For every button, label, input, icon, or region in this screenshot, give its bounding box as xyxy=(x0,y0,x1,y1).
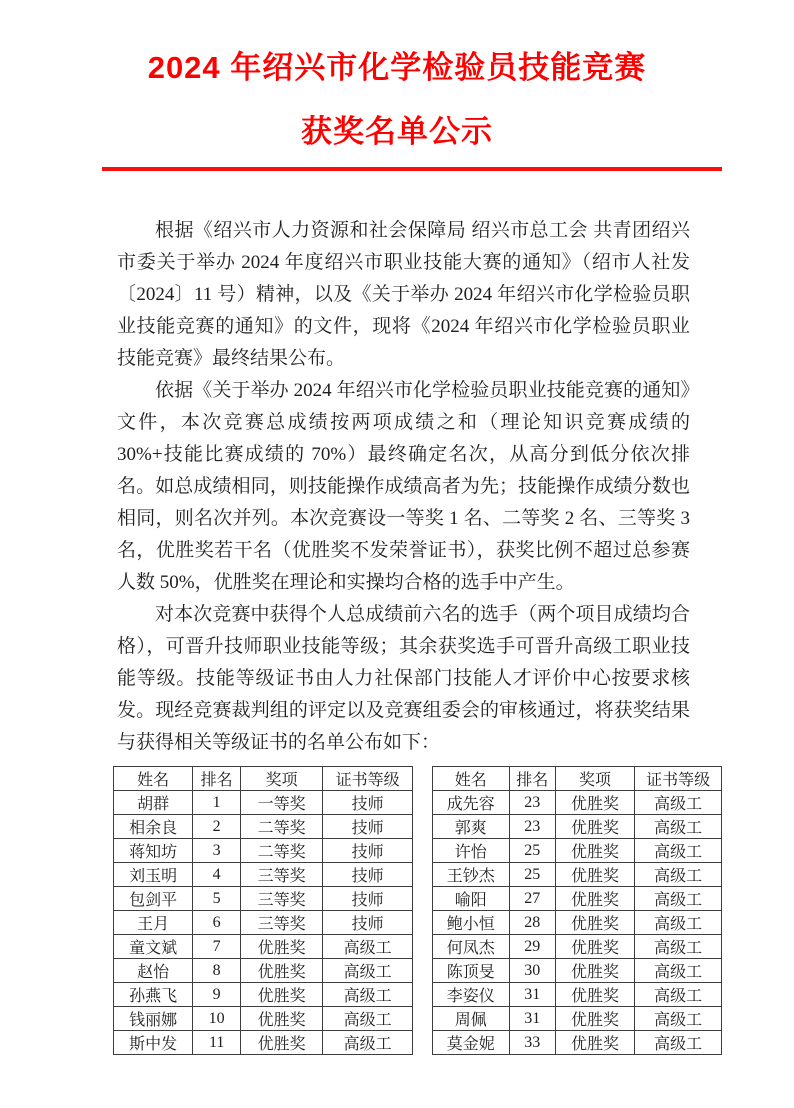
table-cell: 技师 xyxy=(323,863,413,887)
table-cell: 王钞杰 xyxy=(433,863,510,887)
table-row xyxy=(433,959,722,983)
table-row xyxy=(433,863,722,887)
table-cell: 33 xyxy=(509,1031,555,1055)
table-cell: 高级工 xyxy=(323,1007,413,1031)
table-cell: 高级工 xyxy=(635,911,722,935)
table-cell: 优胜奖 xyxy=(555,1031,634,1055)
table-cell: 高级工 xyxy=(323,935,413,959)
table-cell: 技师 xyxy=(323,887,413,911)
table-cell: 刘玉明 xyxy=(114,863,193,887)
table-cell: 高级工 xyxy=(635,791,722,815)
award-table-right xyxy=(432,766,722,1055)
table-cell: 31 xyxy=(509,983,555,1007)
table-cell: 高级工 xyxy=(635,815,722,839)
table-cell: 优胜奖 xyxy=(555,839,634,863)
table-cell: 优胜奖 xyxy=(241,935,323,959)
table-row xyxy=(433,887,722,911)
table-row xyxy=(114,815,413,839)
table-cell: 技师 xyxy=(323,911,413,935)
table-cell: 11 xyxy=(193,1031,241,1055)
table-cell: 喻阳 xyxy=(433,887,510,911)
table-cell: 优胜奖 xyxy=(555,815,634,839)
table-cell: 三等奖 xyxy=(241,887,323,911)
table-cell: 优胜奖 xyxy=(555,887,634,911)
table-cell: 25 xyxy=(509,863,555,887)
paragraph-certificates: 对本次竞赛中获得个人总成绩前六名的选手（两个项目成绩均合格），可晋升技师职业技能等级；其余获奖选手可晋升高级工职业技能等级。技能等级证书由人力社保部门技能人才评价中心按要求核发。现经竞赛裁判组的评定以及竞赛组委会的审核通过，将获奖结果与获得相关等级证书的名单公布如下： xyxy=(117,604,690,753)
table-cell: 优胜奖 xyxy=(241,1007,323,1031)
header-rank: 排名 xyxy=(193,767,241,791)
table-row xyxy=(433,983,722,1007)
table-cell: 许怡 xyxy=(433,839,510,863)
table-cell: 包剑平 xyxy=(114,887,193,911)
table-cell: 斯中发 xyxy=(114,1031,193,1055)
table-cell: 陈顶旻 xyxy=(433,959,510,983)
table-cell: 高级工 xyxy=(635,983,722,1007)
table-cell: 技师 xyxy=(323,815,413,839)
header-name: 姓名 xyxy=(433,767,510,791)
table-cell: 高级工 xyxy=(635,959,722,983)
title-divider-rule xyxy=(102,167,722,171)
table-row xyxy=(114,839,413,863)
table-cell: 优胜奖 xyxy=(241,983,323,1007)
table-cell: 9 xyxy=(193,983,241,1007)
table-header-row xyxy=(433,767,722,791)
table-cell: 优胜奖 xyxy=(555,959,634,983)
table-cell: 三等奖 xyxy=(241,863,323,887)
header-rank: 排名 xyxy=(509,767,555,791)
table-cell: 郭爽 xyxy=(433,815,510,839)
table-cell: 莫金妮 xyxy=(433,1031,510,1055)
table-cell: 二等奖 xyxy=(241,815,323,839)
table-cell: 高级工 xyxy=(635,1007,722,1031)
table-cell: 5 xyxy=(193,887,241,911)
table-cell: 二等奖 xyxy=(241,839,323,863)
table-cell: 2 xyxy=(193,815,241,839)
table-row xyxy=(433,791,722,815)
table-cell: 优胜奖 xyxy=(555,1007,634,1031)
paragraph-basis: 根据《绍兴市人力资源和社会保障局 绍兴市总工会 共青团绍兴市委关于举办 2024 年度绍兴市职业技能大赛的通知》（绍市人社发〔2024〕11 号）精神，以及《关于举办 2024 年绍兴市化学检验员职业技能竞赛的通知》的文件，现将《2024 年绍兴市化学检验员职业技能竞赛》最终结果公布。 xyxy=(117,220,690,369)
table-row xyxy=(114,791,413,815)
header-name: 姓名 xyxy=(114,767,193,791)
table-cell: 何凤杰 xyxy=(433,935,510,959)
table-cell: 23 xyxy=(509,815,555,839)
table-cell: 成先容 xyxy=(433,791,510,815)
table-cell: 技师 xyxy=(323,839,413,863)
table-cell: 优胜奖 xyxy=(241,959,323,983)
table-cell: 蒋知坊 xyxy=(114,839,193,863)
table-cell: 三等奖 xyxy=(241,911,323,935)
table-cell: 孙燕飞 xyxy=(114,983,193,1007)
table-cell: 30 xyxy=(509,959,555,983)
document-body xyxy=(117,215,690,759)
table-row xyxy=(433,911,722,935)
table-cell: 胡群 xyxy=(114,791,193,815)
table-row xyxy=(114,1007,413,1031)
table-cell: 高级工 xyxy=(323,983,413,1007)
table-row xyxy=(433,839,722,863)
header-certificate-level: 证书等级 xyxy=(635,767,722,791)
table-cell: 25 xyxy=(509,839,555,863)
table-cell: 7 xyxy=(193,935,241,959)
table-row xyxy=(114,983,413,1007)
table-row xyxy=(114,935,413,959)
table-cell: 优胜奖 xyxy=(555,791,634,815)
table-cell: 优胜奖 xyxy=(241,1031,323,1055)
table-cell: 一等奖 xyxy=(241,791,323,815)
table-cell: 23 xyxy=(509,791,555,815)
table-cell: 8 xyxy=(193,959,241,983)
table-cell: 高级工 xyxy=(323,1031,413,1055)
table-cell: 技师 xyxy=(323,791,413,815)
table-cell: 鲍小恒 xyxy=(433,911,510,935)
table-cell: 4 xyxy=(193,863,241,887)
table-cell: 童文斌 xyxy=(114,935,193,959)
table-cell: 钱丽娜 xyxy=(114,1007,193,1031)
table-cell: 高级工 xyxy=(635,839,722,863)
header-award: 奖项 xyxy=(241,767,323,791)
table-header-row xyxy=(114,767,413,791)
table-cell: 31 xyxy=(509,1007,555,1031)
table-cell: 赵怡 xyxy=(114,959,193,983)
table-row xyxy=(433,1007,722,1031)
table-cell: 高级工 xyxy=(635,935,722,959)
table-row xyxy=(114,863,413,887)
table-cell: 优胜奖 xyxy=(555,983,634,1007)
table-cell: 28 xyxy=(509,911,555,935)
table-cell: 王月 xyxy=(114,911,193,935)
table-cell: 29 xyxy=(509,935,555,959)
header-certificate-level: 证书等级 xyxy=(323,767,413,791)
table-cell: 10 xyxy=(193,1007,241,1031)
table-cell: 27 xyxy=(509,887,555,911)
table-cell: 优胜奖 xyxy=(555,911,634,935)
award-table-left xyxy=(113,766,413,1055)
table-row xyxy=(114,887,413,911)
paragraph-scoring-rules: 依据《关于举办 2024 年绍兴市化学检验员职业技能竞赛的通知》文件，本次竞赛总成绩按两项成绩之和（理论知识竞赛成绩的 30%+技能比赛成绩的 70%）最终确定名次，从高分到低分依次排名。如总成绩相同，则技能操作成绩高者为先；技能操作成绩分数也相同，则名次并列。本次竞赛设一等奖 1 名、二等奖 2 名、三等奖 3 名，优胜奖若干名（优胜奖不发荣誉证书），获奖比例不超过总参赛人数 50%，优胜奖在理论和实操均合格的选手中产生。 xyxy=(117,380,690,593)
table-cell: 周佩 xyxy=(433,1007,510,1031)
table-row xyxy=(433,815,722,839)
table-cell: 李姿仪 xyxy=(433,983,510,1007)
table-cell: 优胜奖 xyxy=(555,863,634,887)
table-cell: 高级工 xyxy=(635,863,722,887)
table-row xyxy=(433,1031,722,1055)
header-award: 奖项 xyxy=(555,767,634,791)
table-row xyxy=(114,1031,413,1055)
table-cell: 优胜奖 xyxy=(555,935,634,959)
table-cell: 高级工 xyxy=(635,1031,722,1055)
table-cell: 3 xyxy=(193,839,241,863)
table-cell: 高级工 xyxy=(323,959,413,983)
table-row xyxy=(114,911,413,935)
document-title-line1: 2024 年绍兴市化学检验员技能竞赛 xyxy=(147,50,647,85)
table-cell: 相余良 xyxy=(114,815,193,839)
document-title-line2: 获奖名单公示 xyxy=(301,114,493,149)
table-row xyxy=(433,935,722,959)
table-cell: 高级工 xyxy=(635,887,722,911)
table-row xyxy=(114,959,413,983)
table-cell: 6 xyxy=(193,911,241,935)
award-tables xyxy=(113,766,722,1055)
table-cell: 1 xyxy=(193,791,241,815)
